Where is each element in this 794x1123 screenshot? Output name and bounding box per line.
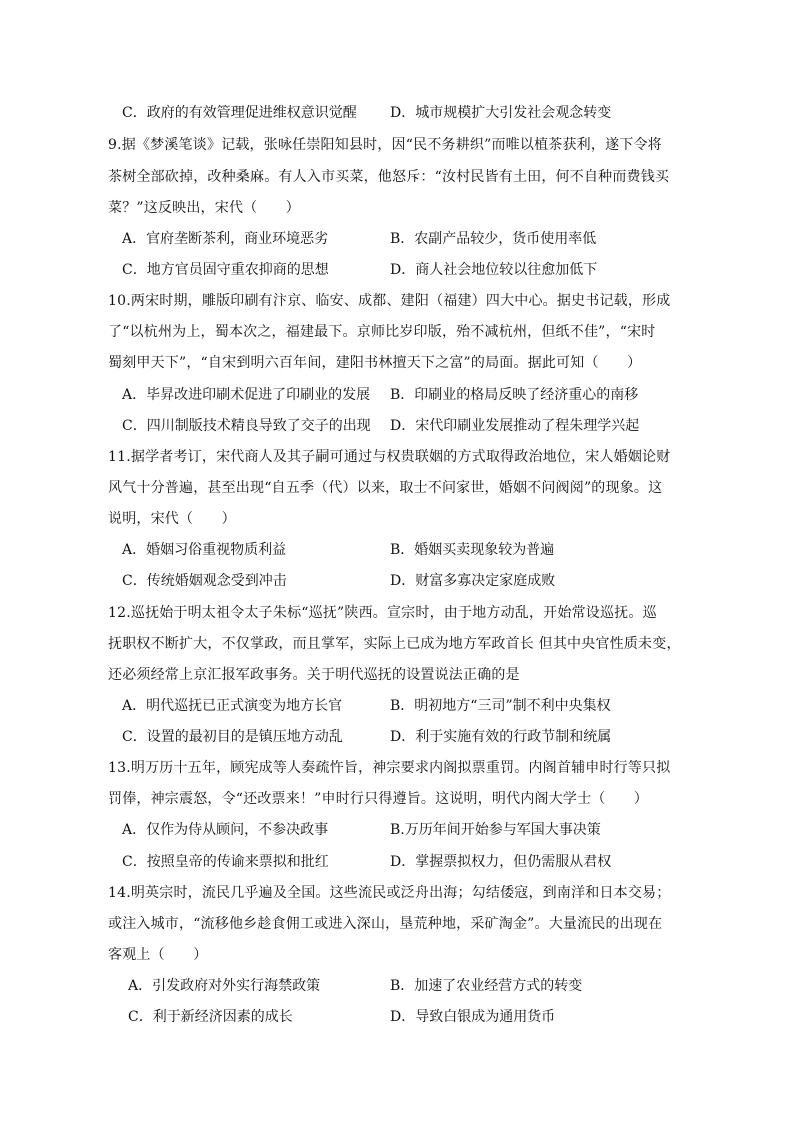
q9-option-b: B．农副产品较少，货币使用率低 xyxy=(390,231,597,247)
q14-option-b: B．加速了农业经营方式的转变 xyxy=(390,978,583,994)
q14-option-d: D．导致白银成为通用货币 xyxy=(390,1009,556,1025)
q11-option-c: C．传统婚姻观念受到冲击 xyxy=(122,573,287,589)
q12-stem-line-3: 还必须经常上京汇报军政事务。关于明代巡抚的设置说法正确的是 xyxy=(108,667,520,683)
q10-stem-line-2: 了“以杭州为上，蜀本次之，福建最下。京师比岁印版，殆不减杭州，但纸不佳”，“宋时 xyxy=(108,324,656,340)
q8-option-c: C．政府的有效管理促进维权意识觉醒 xyxy=(122,105,357,121)
q13-option-b: B.万历年间开始参与军国大事决策 xyxy=(390,822,601,838)
q10-option-a: A．毕昇改进印刷术促进了印刷业的发展 xyxy=(122,387,371,403)
q11-option-b: B．婚姻买卖现象较为普遍 xyxy=(390,542,555,558)
q9-option-a: A．官府垄断茶利，商业环境恶劣 xyxy=(122,231,329,247)
q12-option-b: B．明初地方“三司”制不利中央集权 xyxy=(390,698,611,714)
q9-stem-line-2: 茶树全部砍掉，改种桑麻。有人入市买菜，他怒斥：“汝村民皆有土田，何不自种而费钱买 xyxy=(108,169,670,185)
q13-option-a: A．仅作为侍从顾问，不参决政事 xyxy=(122,822,329,838)
q9-stem-line-1: 9.据《梦溪笔谈》记载，张咏任崇阳知县时，因“民不务耕织”而唯以植茶获利，遂下令将 xyxy=(108,137,662,153)
q11-stem-line-3: 说明，宋代（ ） xyxy=(108,511,236,527)
q13-option-c: C．按照皇帝的传谕来票拟和批红 xyxy=(122,854,329,870)
q10-option-c: C．四川制版技术精良导致了交子的出现 xyxy=(122,418,371,434)
q13-stem-line-2: 罚俸，神宗震怒，令“还改票来！”申时行只得遵旨。这说明，明代内阁大学士（ ） xyxy=(108,791,649,807)
q12-option-d: D．利于实施有效的行政节制和统属 xyxy=(390,729,612,745)
q12-stem-line-2: 抚职权不断扩大，不仅掌政，而且掌军，实际上已成为地方军政首长 但其中央官性质未变， xyxy=(108,636,681,652)
q14-option-a: A．引发政府对外实行海禁政策 xyxy=(128,978,321,994)
q14-stem-line-3: 客观上（ ） xyxy=(108,947,208,963)
q9-option-c: C．地方官员固守重农抑商的思想 xyxy=(122,262,329,278)
q8-option-d: D．城市规模扩大引发社会观念转变 xyxy=(390,105,612,121)
q9-stem-line-3: 菜？”这反映出，宋代（ ） xyxy=(108,200,300,216)
q11-stem-line-2: 风气十分普遍，甚至出现“自五季（代）以来，取士不问家世，婚姻不问阀阅”的现象。这 xyxy=(108,480,663,496)
q11-stem-line-1: 11.据学者考订，宋代商人及其子嗣可通过与权贵联姻的方式取得政治地位，宋人婚姻论财 xyxy=(108,449,671,465)
q14-option-c: C．利于新经济因素的成长 xyxy=(128,1009,293,1025)
q13-option-d: D．掌握票拟权力，但仍需服从君权 xyxy=(390,854,612,870)
q12-option-a: A．明代巡抚已正式演变为地方长官 xyxy=(122,698,343,714)
q11-option-a: A．婚姻习俗重视物质利益 xyxy=(122,542,287,558)
q11-option-d: D．财富多寡决定家庭成败 xyxy=(390,573,556,589)
q12-stem-line-1: 12.巡抚始于明太祖令太子朱标“巡抚”陕西。宣宗时，由于地方动乱，开始常设巡抚。巡 xyxy=(108,605,657,621)
q10-stem-line-3: 蜀刻甲天下”，“自宋到明六百年间，建阳书林擅天下之富”的局面。据此可知（ ） xyxy=(108,355,642,371)
q10-option-d: D．宋代印刷业发展推动了程朱理学兴起 xyxy=(390,418,640,434)
q14-stem-line-2: 或注入城市，“流移他乡趁食佣工或进入深山，垦荒种地，采矿淘金”。大量流民的出现在 xyxy=(108,916,663,932)
q12-option-c: C．设置的最初目的是镇压地方动乱 xyxy=(122,729,343,745)
q10-stem-line-1: 10.两宋时期，雕版印刷有汴京、临安、成都、建阳（福建）四大中心。据史书记载，形成 xyxy=(108,293,671,309)
q13-stem-line-1: 13.明万历十五年，顾宪成等人奏疏忤旨，神宗要求内阁拟票重罚。内阁首辅申时行等只拟 xyxy=(108,760,671,776)
q14-stem-line-1: 14.明英宗时，流民几乎遍及全国。这些流民或泛舟出海；勾结倭寇，到南洋和日本交易； xyxy=(108,885,671,901)
q10-option-b: B．印刷业的格局反映了经济重心的南移 xyxy=(390,387,639,403)
q9-option-d: D．商人社会地位较以往愈加低下 xyxy=(390,262,598,278)
